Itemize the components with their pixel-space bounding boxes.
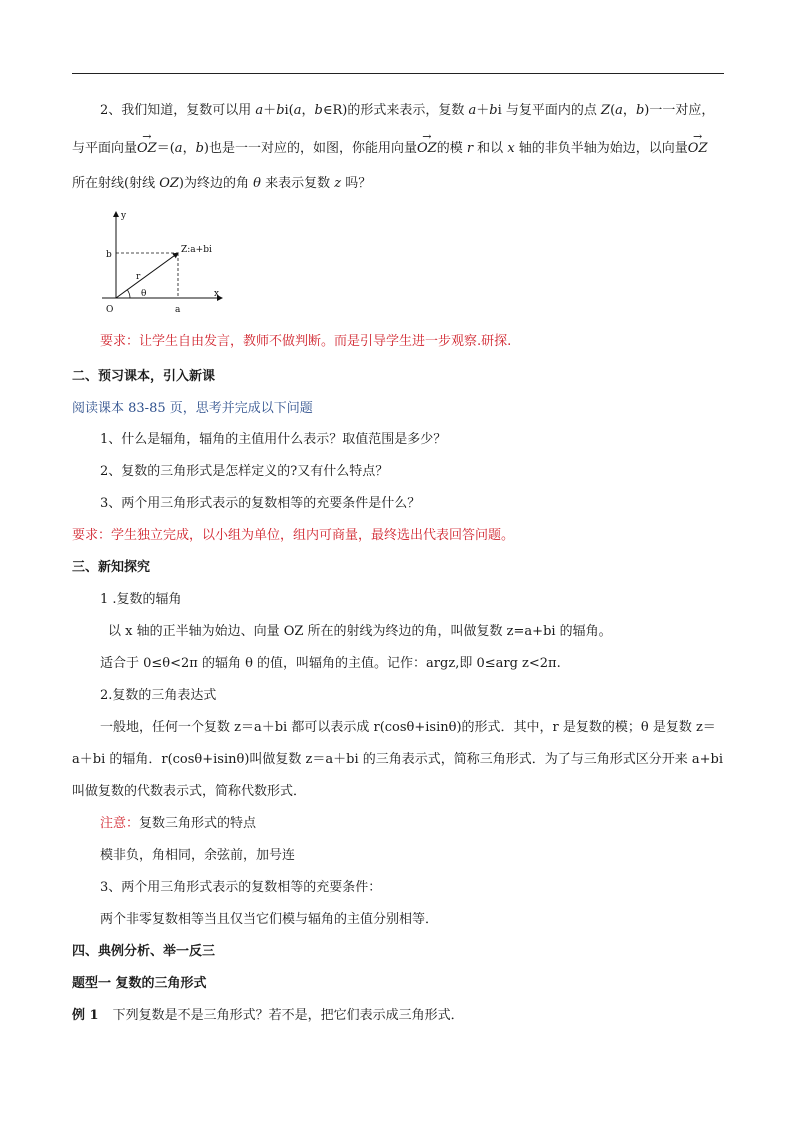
example-1: [72, 1007, 724, 1025]
equality-condition: 两个非零复数相等当且仅当它们模与辐角的主值分别相等．: [100, 912, 439, 927]
q2-line-1: 2、我们知道，复数可以用 a＋bi(a，b∈R)的形式来表示，复数 a＋bi 与复平面内的点 Z(a，b)一一对应，: [100, 103, 715, 118]
preview-question-3: 3、两个用三角形式表示的复数相等的充要条件是什么？: [100, 496, 421, 511]
point-z-label: Z:a+bi: [181, 245, 212, 255]
problem-type-1: 题型一 复数的三角形式: [72, 976, 207, 991]
subsection-1-title: 1 .复数的辐角: [100, 592, 182, 607]
example-1-label: 例 1: [72, 1008, 99, 1023]
trig-form-text-3: 叫做复数的代数表示式，简称代数形式．: [72, 784, 307, 799]
b-tick-label: b: [106, 250, 112, 260]
requirement-2: 要求：学生独立完成，以小组为单位，组内可商量，最终选出代表回答问题。: [72, 528, 515, 543]
section-4-heading: 四、典例分析、举一反三: [72, 944, 216, 959]
requirement-1: 要求：让学生自由发言，教师不做判断。而是引导学生进一步观察.研探.: [100, 334, 512, 349]
section-3-heading: 三、新知探究: [72, 560, 151, 575]
note-line: [100, 815, 724, 833]
q2-line-2: 与平面向量→ OZ＝(a，b)也是一一对应的，如图，你能用向量→ OZ的模 r 和以 x 轴的非负半轴为始边，以向量→ OZ: [72, 140, 724, 158]
principal-value-definition: 适合于 0≤θ<2π 的辐角 θ 的值，叫辐角的主值。记作：argz,即 0≤arg z<2π.: [100, 656, 561, 671]
subsection-3-title: 3、两个用三角形式表示的复数相等的充要条件：: [100, 880, 382, 895]
preview-question-1: 1、什么是辐角，辐角的主值用什么表示？取值范围是多少？: [100, 432, 447, 447]
vector-oz: → OZ: [417, 140, 437, 158]
x-axis-label: x: [214, 289, 220, 299]
note-text: 复数三角形式的特点: [139, 816, 257, 831]
vector-oz-arrow: [116, 253, 178, 298]
theta-arc: [127, 290, 130, 298]
vector-oz: → OZ: [137, 140, 157, 158]
preview-question-2: 2、复数的三角形式是怎样定义的?又有什么特点？: [100, 464, 389, 479]
q2-line-3: 所在射线(射线 OZ)为终边的角 θ 来表示复数 z 吗？: [72, 176, 372, 191]
note-label: 注意：: [100, 816, 140, 831]
trig-form-text-1: 一般地，任何一个复数 z＝a＋bi 都可以表示成 r(cosθ+isinθ)的形式．其中，r 是复数的模；θ 是复数 z＝: [100, 720, 716, 735]
note-rule: 模非负，角相同，余弦前，加号连: [100, 848, 296, 863]
vector-oz: → OZ: [688, 140, 708, 158]
complex-plane-diagram: [96, 208, 228, 318]
subsection-2-title: 2.复数的三角表达式: [100, 688, 217, 703]
example-1-text: 下列复数是不是三角形式？若不是，把它们表示成三角形式．: [112, 1008, 464, 1023]
argument-definition: 以 x 轴的正半轴为始边、向量 OZ 所在的射线为终边的角，叫做复数 z=a+bi 的辐角。: [108, 624, 612, 639]
theta-label: θ: [141, 289, 147, 299]
header-rule: [72, 73, 724, 74]
section-2-heading: 二、预习课本，引入新课: [72, 369, 216, 384]
trig-form-text-2: a＋bi 的辐角．r(cosθ+isinθ)叫做复数 z＝a＋bi 的三角表示式，简称三角形式．为了与三角形式区分开来 a+bi: [72, 752, 724, 767]
a-tick-label: a: [175, 305, 181, 315]
origin-label: O: [106, 305, 114, 315]
r-label: r: [136, 272, 141, 282]
y-axis-label: y: [121, 211, 127, 221]
reading-assignment: 阅读课本 83-85 页，思考并完成以下问题: [72, 401, 313, 416]
